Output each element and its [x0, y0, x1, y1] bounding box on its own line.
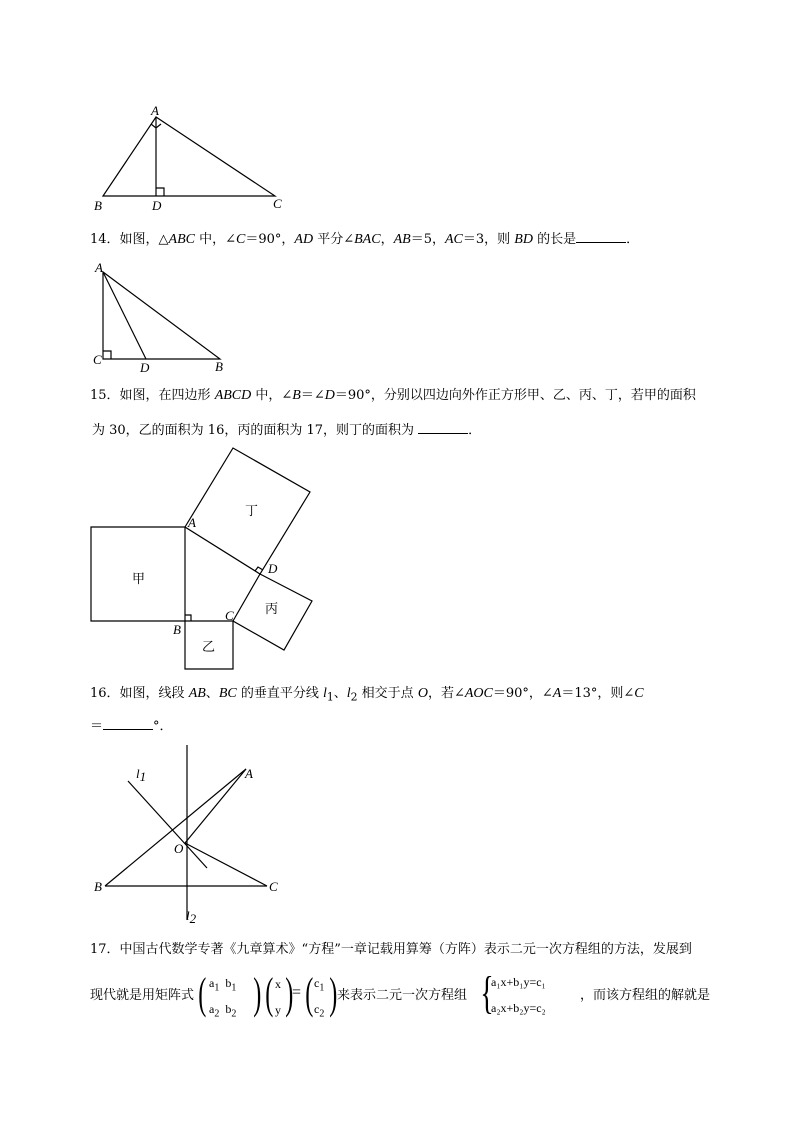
const-c1: $c_1$	[314, 976, 325, 994]
label-a: A	[95, 260, 103, 275]
label-l2: l2	[186, 908, 197, 926]
equals-sign: =	[292, 984, 302, 1001]
matrix-right-paren: )	[253, 969, 262, 1018]
question-17-line-2-text-a: 现代就是用矩阵式	[90, 988, 195, 1003]
question-17: 17．中国古代数学专著《九章算术》“方程”一章记载用算筹（方阵）表示二元一次方程组的方法，发展到	[90, 942, 692, 957]
segment-oc	[185, 843, 267, 886]
triangle-abc	[103, 117, 275, 196]
figure-q16	[90, 745, 300, 930]
label-d: D	[152, 198, 162, 213]
question-15-line-2: 为 30，乙的面积为 16，丙的面积为 17，则丁的面积为 ．	[92, 420, 732, 441]
equation-1: a₁x+b₁y=c₁	[491, 975, 546, 989]
answer-blank	[103, 716, 153, 730]
label-d: D	[268, 561, 278, 576]
vector-x: x	[275, 977, 281, 991]
bisector-l1	[128, 781, 207, 868]
figure-q13	[90, 100, 310, 215]
right-angle-mark-c	[103, 351, 111, 359]
label-o: O	[174, 841, 184, 856]
label-c: C	[93, 352, 102, 367]
label-d: D	[140, 360, 150, 375]
right-angle-mark-b	[185, 615, 191, 621]
label-c: C	[225, 608, 234, 623]
question-17-line-2-text-b: 来表示二元一次方程组	[337, 988, 468, 1003]
triangle-acb	[103, 272, 220, 359]
label-ding: 丁	[245, 504, 259, 519]
right-angle-mark-d	[156, 188, 164, 196]
matrix-row-2: $a_2$ $b_2$	[209, 1002, 237, 1020]
figure-q15	[80, 440, 330, 680]
equation-2: a₂x+b₂y=c₂	[491, 1001, 546, 1015]
segment-oa	[185, 769, 246, 843]
question-16: 16．如图，线段 AB、BC 的垂直平分线 $l_1$、$l_2$ 相交于点 O，若∠AOC＝90°，∠A＝13°，则∠C	[90, 686, 644, 704]
label-b: B	[215, 359, 223, 374]
label-b: B	[94, 879, 102, 894]
question-14: 14．如图，△ABC 中，∠C＝90°，AD 平分∠BAC，AB＝5，AC＝3，则 BD 的长是 ．	[90, 229, 730, 250]
bisector-ad	[103, 272, 146, 359]
question-16-line-2: ＝ °．	[90, 716, 730, 737]
system-brace: {	[480, 967, 494, 1018]
label-a: A	[188, 515, 196, 530]
question-17-line-2-text-c: ，而该方程组的解就是	[580, 988, 711, 1003]
const-c2: $c_2$	[314, 1002, 325, 1020]
label-a: A	[245, 766, 253, 781]
const-left-paren: (	[305, 969, 314, 1018]
vector-y: y	[275, 1003, 281, 1017]
question-15: 15．如图，在四边形 ABCD 中，∠B＝∠D＝90°，分别以四边向外作正方形甲、乙、丙、丁，若甲的面积	[90, 388, 696, 403]
label-b: B	[173, 622, 181, 637]
label-l1: l1	[136, 766, 147, 784]
label-a: A	[151, 103, 159, 118]
matrix-left-paren: (	[198, 969, 207, 1018]
matrix-row-1: $a_1$ $b_1$	[209, 976, 237, 994]
label-jia: 甲	[132, 572, 146, 587]
vector-left-paren: (	[265, 969, 274, 1018]
label-c: C	[269, 879, 278, 894]
label-b: B	[94, 198, 102, 213]
segment-ab	[105, 769, 246, 886]
label-c: C	[273, 196, 282, 211]
label-yi: 乙	[202, 640, 216, 655]
vector-right-paren: )	[285, 969, 294, 1018]
answer-blank	[576, 229, 626, 243]
figure-q14	[90, 258, 240, 376]
label-bing: 丙	[265, 602, 279, 617]
const-right-paren: )	[329, 969, 338, 1018]
answer-blank	[418, 420, 468, 434]
